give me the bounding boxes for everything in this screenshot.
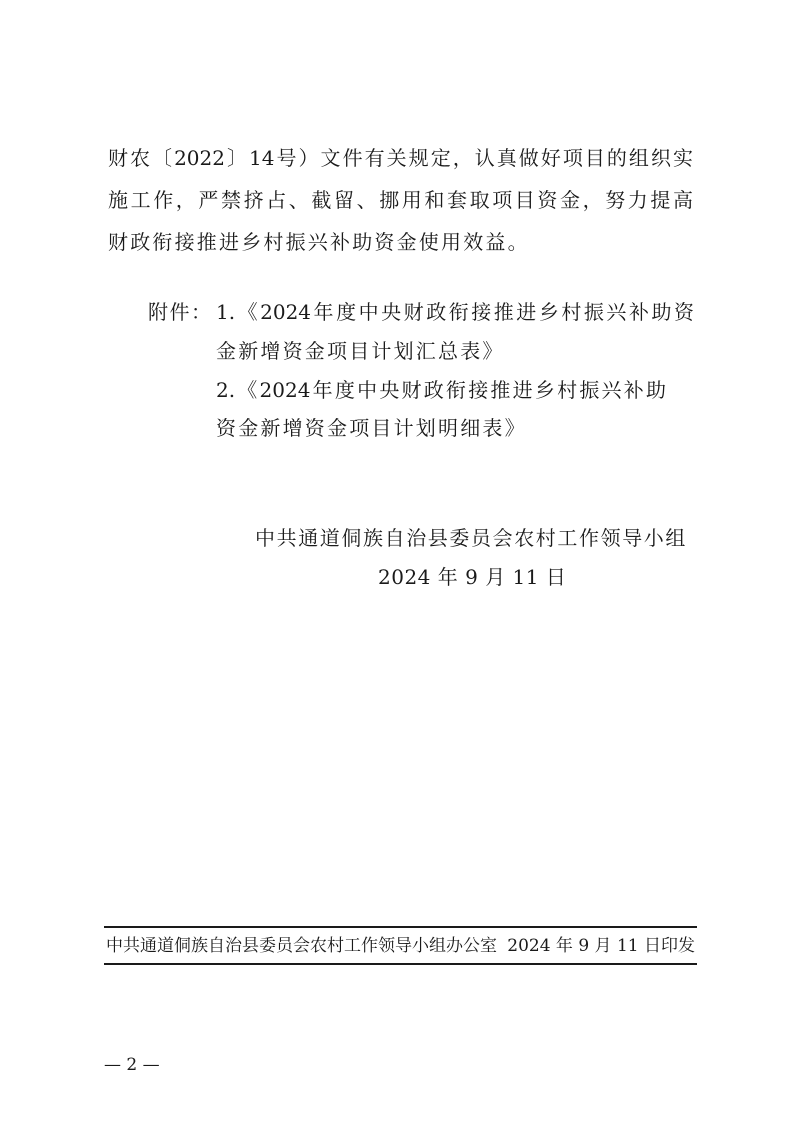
footer-issue-date: 2024 年 9 月 11 日印发 bbox=[507, 936, 695, 956]
attachment-label: 附件： bbox=[148, 300, 213, 324]
body-line-2: 施工作，严禁挤占、截留、挪用和套取项目资金，努力提高 bbox=[108, 188, 693, 212]
attachment-2-line-2: 资金新增资金项目计划明细表》 bbox=[216, 416, 527, 440]
page-number: — 2 — bbox=[104, 1055, 160, 1075]
attachment-1-line-2: 金新增资金项目计划汇总表》 bbox=[216, 339, 505, 363]
signature-organization: 中共通道侗族自治县委员会农村工作领导小组 bbox=[255, 526, 687, 550]
footer-issue-line bbox=[106, 933, 695, 959]
footer-top-rule bbox=[104, 926, 697, 928]
attachment-1-line-1: 1.《2024年度中央财政衔接推进乡村振兴补助资 bbox=[216, 300, 694, 324]
attachment-2-line-1: 2.《2024年度中央财政衔接推进乡村振兴补助 bbox=[216, 378, 666, 402]
body-line-3: 财政衔接推进乡村振兴补助资金使用效益。 bbox=[108, 230, 530, 254]
footer-issuer: 中共通道侗族自治县委员会农村工作领导小组办公室 bbox=[106, 936, 497, 956]
signature-date: 2024 年 9 月 11 日 bbox=[378, 565, 567, 589]
footer-bottom-rule bbox=[104, 963, 697, 965]
body-line-1: 财农〔2022〕14号）文件有关规定，认真做好项目的组织实 bbox=[108, 146, 693, 170]
